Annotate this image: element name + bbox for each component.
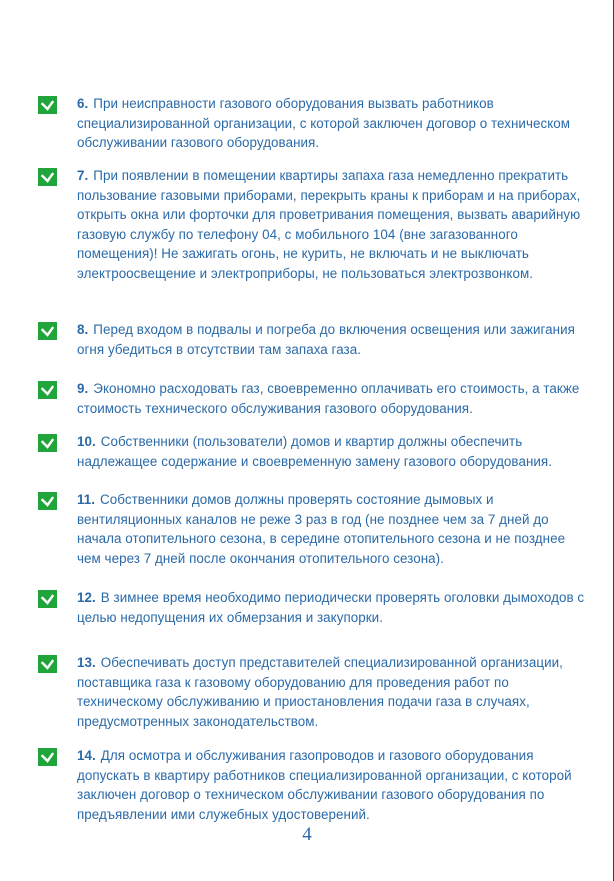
page-number: 4 [302,824,312,845]
checkmark-icon [38,590,57,608]
item-number: 8. [77,322,89,337]
item-text-block [77,94,587,153]
item-number: 6. [77,96,89,111]
item-text: Экономно расходовать газ, своевременно оплачивать его стоимость, а также стоимость технического обслуживания газового оборудования. [77,381,580,416]
item-text: Перед входом в подвалы и погреба до включения освещения или зажигания огня убедиться в отсутствии там запаха газа. [77,322,575,357]
item-text-block [77,653,587,731]
item-text-block [77,490,587,568]
item-text-block [77,432,587,471]
item-number: 11. [77,492,96,507]
item-text-block [77,166,587,284]
item-number: 7. [77,168,89,183]
checkmark-icon [38,492,57,510]
checkmark-icon [38,322,57,340]
checkmark-icon [38,655,57,673]
item-text: Собственники домов должны проверять состояние дымовых и вентиляционных каналов не реже 3 раз в год (не позднее чем за 7 дней до начала отопительного сезона, в середине отопительного сезона и не позднее чем через 7 дней после окончания отопительного сезона). [77,492,566,566]
item-text-block [77,746,587,824]
checkmark-icon [38,748,57,766]
item-text: При неисправности газового оборудования вызвать работников специализированной организации, с которой заключен договор о техническом обслуживании газового оборудования. [77,96,571,151]
item-text: Собственники (пользователи) домов и квартир должны обеспечить надлежащее содержание и своевременную замену газового оборудования. [77,434,552,469]
item-number: 13. [77,655,96,670]
item-text: Для осмотра и обслуживания газопроводов и газового оборудования допускать в квартиру работников специализированной организации, с которой заключен договор о техническом обслуживании газового оборудования по предъявлении ими служебных удостоверений. [77,748,572,822]
item-text-block [77,320,587,359]
item-text: В зимнее время необходимо периодически проверять оголовки дымоходов с целью недопущения их обмерзания и закупорки. [77,590,585,625]
item-text-block [77,379,587,418]
checkmark-icon [38,168,57,186]
item-number: 12. [77,590,96,605]
item-number: 9. [77,381,89,396]
checkmark-icon [38,96,57,114]
checkmark-icon [38,434,57,452]
item-text: При появлении в помещении квартиры запаха газа немедленно прекратить пользование газовыми приборами, перекрыть краны к приборам и на приборах, открыть окна или форточки для проветривания помещения, вызвать аварийную газовую службу по телефону 04, с мобильного 104 (вне загазованного помещения)! Не зажигать огонь, не курить, не включать и не выключать электроосвещение и электроприборы, не пользоваться электрозвонком. [77,168,581,281]
item-text: Обеспечивать доступ представителей специализированной организации, поставщика газа к газовому оборудованию для проведения работ по техническому обслуживанию и приостановления подачи газа в случаях, предусмотренных законодательством. [77,655,563,729]
item-number: 10. [77,434,96,449]
item-text-block [77,588,587,627]
checkmark-icon [38,381,57,399]
item-number: 14. [77,748,96,763]
